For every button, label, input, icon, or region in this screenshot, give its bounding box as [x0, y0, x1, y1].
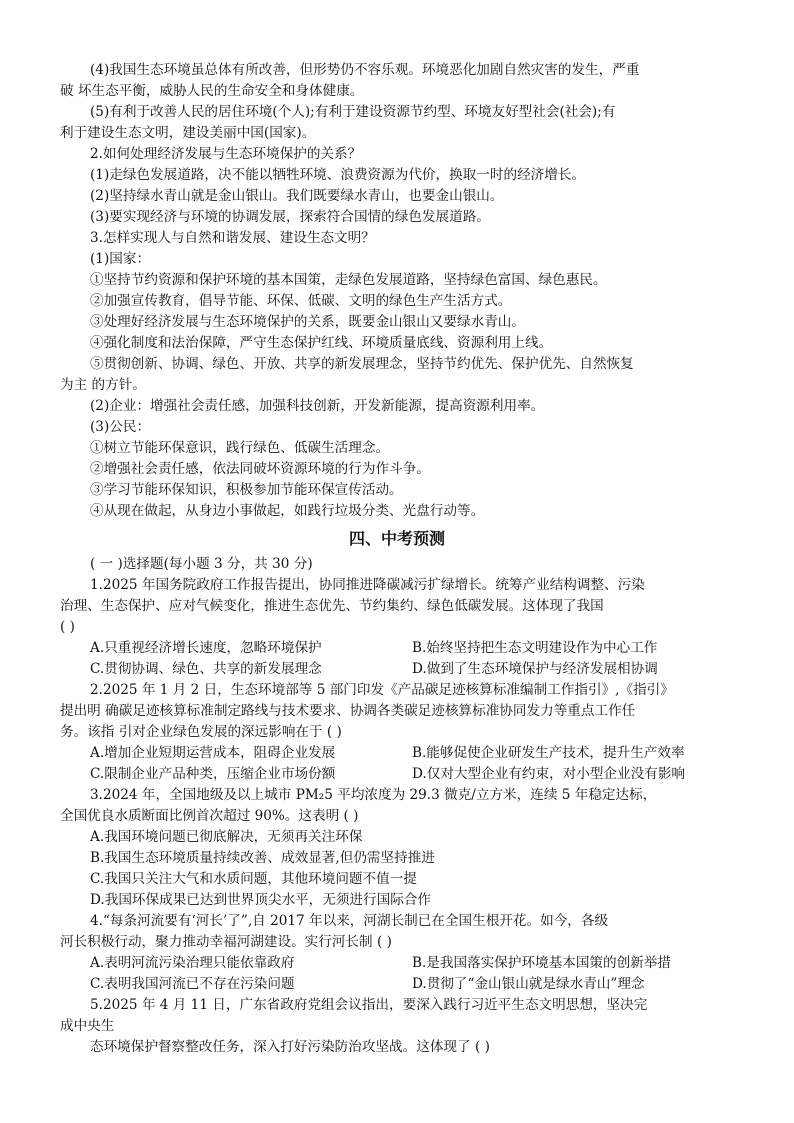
answer-option: D.我国环保成果已达到世界顶尖水平，无须进行国际合作 [90, 892, 431, 908]
review-line: ③处理好经济发展与生态环境保护的关系，既要金山银山又要绿水青山。 [90, 314, 525, 330]
answer-option: A.表明河流污染治理只能依靠政府 [90, 955, 295, 971]
review-line: (2)企业：增强社会责任感，加强科技创新，开发新能源，提高资源利用率。 [90, 398, 545, 414]
review-line: (5)有利于改善人民的居住环境(个人);有利于建设资源节约型、环境友好型社会(社会);有 [90, 104, 616, 120]
review-line: 2.如何处理经济发展与生态环境保护的关系？ [90, 146, 362, 162]
review-line: 为主 的方针。 [60, 377, 146, 393]
answer-option: D.做到了生态环境保护与经济发展相协调 [412, 661, 658, 677]
review-line: ①坚持节约资源和保护环境的基本国策，走绿色发展道路，坚持绿色富国、绿色惠民。 [90, 272, 607, 288]
answer-option: A.增加企业短期运营成本，阻碍企业发展 [90, 745, 336, 761]
question-stem-line: 提出明 确碳足迹核算标准制定路线与技术要求、协调各类碳足迹核算标准协同发力等重点工作任 [60, 703, 636, 719]
question-stem-line: ( ) [60, 619, 75, 635]
review-line: 破 坏生态平衡，威胁人民的生命安全和身体健康。 [60, 83, 364, 99]
question-stem-line: 治理、生态保护、应对气候变化，推进生态优先、节约集约、绿色低碳发展。这体现了我国 [60, 598, 604, 614]
section-subtitle: ( 一 )选择题(每小题 3 分，共 30 分) [90, 556, 313, 572]
review-line: ②加强宣传教育，倡导节能、环保、低碳、文明的绿色生产生活方式。 [90, 293, 512, 309]
review-line: 3.怎样实现人与自然和谐发展、建设生态文明？ [90, 230, 375, 246]
review-line: (4)我国生态环境虽总体有所改善，但形势仍不容乐观。环境恶化加剧自然灾害的发生，严重 [90, 62, 640, 78]
review-line: ①树立节能环保意识，践行绿色、低碳生活理念。 [90, 440, 390, 456]
answer-option: C.我国只关注大气和水质问题，其他环境问题不值一提 [90, 871, 417, 887]
review-line: ③学习节能环保知识，积极参加节能环保宣传活动。 [90, 482, 403, 498]
answer-option: D.仅对大型企业有约束，对小型企业没有影响 [412, 766, 686, 782]
question-stem-line: 务。该指 引对企业绿色发展的深远影响在于 ( ) [60, 724, 342, 740]
question-stem-line: 2.2025 年 1 月 2 日，生态环境部等 5 部门印发《产品碳足迹核算标准编制工作指引》,《指引》 [90, 682, 674, 698]
answer-option: C.贯彻协调、绿色、共享的新发展理念 [90, 661, 322, 677]
review-line: (3)要实现经济与环境的协调发展，探索符合国情的绿色发展道路。 [90, 209, 490, 225]
answer-option: B.能够促使企业研发生产技术，提升生产效率 [412, 745, 685, 761]
answer-option: A.我国环境问题已彻底解决，无须再关注环保 [90, 829, 363, 845]
answer-option: C.限制企业产品种类，压缩企业市场份额 [90, 766, 336, 782]
answer-option: A.只重视经济增长速度，忽略环境保护 [90, 640, 322, 656]
question-stem-line: 5.2025 年 4 月 11 日，广东省政府党组会议指出，要深入践行习近平生态文明思想，坚决完 [90, 997, 648, 1013]
question-stem-line: 全国优良水质断面比例首次超过 90%。这表明 ( ) [60, 808, 359, 824]
review-line: ④强化制度和法治保障，严守生态保护红线、环境质量底线、资源利用上线。 [90, 335, 553, 351]
answer-option: C.表明我国河流已不存在污染问题 [90, 976, 295, 992]
review-line: (1)走绿色发展道路，决不能以牺牲环境、浪费资源为代价，换取一时的经济增长。 [90, 167, 586, 183]
review-line: (3)公民： [90, 419, 151, 435]
review-line: 利于建设生态文明，建设美丽中国(国家)。 [60, 125, 316, 141]
review-line: (1)国家： [90, 251, 151, 267]
answer-option: B.我国生态环境质量持续改善、成效显著,但仍需坚持推进 [90, 850, 435, 866]
answer-option: B.是我国落实保护环境基本国策的创新举措 [412, 955, 671, 971]
review-line: ②增强社会责任感，依法同破坏资源环境的行为作斗争。 [90, 461, 430, 477]
review-line: ⑤贯彻创新、协调、绿色、开放、共享的新发展理念，坚持节约优先、保护优先、自然恢复 [90, 356, 634, 372]
question-stem-line: 成中央生 [60, 1018, 115, 1034]
review-line: ④从现在做起，从身边小事做起，如践行垃圾分类、光盘行动等。 [90, 503, 485, 519]
question-stem-line: 4.“每条河流要有‘河长’了”,自 2017 年以来，河湖长制已在全国生根开花。如今，各级 [90, 913, 609, 929]
review-line: (2)坚持绿水青山就是金山银山。我们既要绿水青山，也要金山银山。 [90, 188, 504, 204]
question-stem-line: 河长积极行动，聚力推动幸福河湖建设。实行河长制 ( ) [60, 934, 392, 950]
question-stem-line: 3.2024 年，全国地级及以上城市 PM₂5 平均浓度为 29.3 微克/立方米，连续 5 年稳定达标， [90, 787, 657, 803]
answer-option: D.贯彻了“金山银山就是绿水青山”理念 [412, 976, 645, 992]
question-stem-line: 1.2025 年国务院政府工作报告提出，协同推进降碳减污扩绿增长。统筹产业结构调整、污染 [90, 577, 645, 593]
answer-option: B.始终坚持把生态文明建设作为中心工作 [412, 640, 658, 656]
question-stem-line: 态环境保护督察整改任务，深入打好污染防治攻坚战。这体现了 ( ) [90, 1039, 490, 1055]
section-title: 四、中考预测 [348, 529, 445, 548]
